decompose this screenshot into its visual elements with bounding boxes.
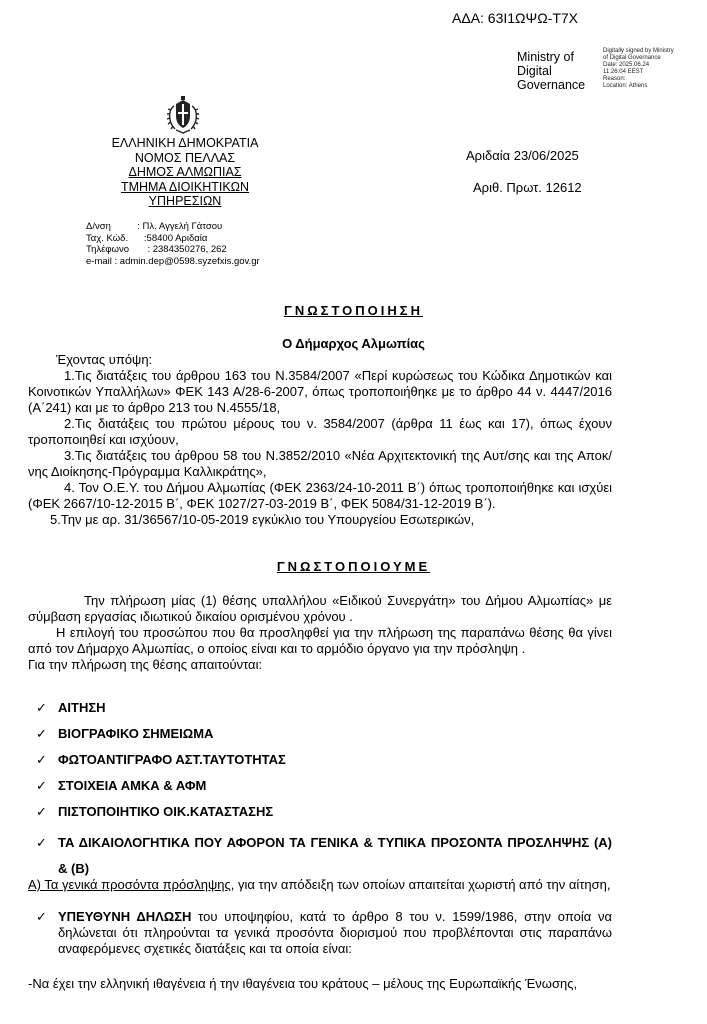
checkmark-icon: ✓ xyxy=(36,700,47,715)
consideration-5: 5.Την με αρ. 31/36567/10-05-2019 εγκύκλιο του Υπουργείου Εσωτερικών, xyxy=(50,512,475,527)
notice-title: ΓΝΩΣΤΟΠΟΙΗΣΗ xyxy=(284,303,423,318)
ministry-line: Digital xyxy=(517,64,552,78)
section-a-label: Α) Τα γενικά προσόντα πρόσληψης xyxy=(28,877,231,892)
announcement-paragraph-2: Η επιλογή του προσώπου που θα προσληφθεί για την πλήρωση της παραπάνω θέσης θα γίνει από τον Δήμαρχο Αλμωπίας, ο οποίος είναι και το αρμόδιο όργανο για την πρόσληψη . xyxy=(28,625,612,656)
announce-title: ΓΝΩΣΤΟΠΟΙΟΥΜΕ xyxy=(276,559,431,574)
contact-address: Δ/νση : Πλ. Αγγελή Γάτσου xyxy=(86,221,223,232)
signature-line: 11:26:04 EEST xyxy=(603,69,644,75)
consideration-1: 1.Τις διατάξεις του άρθρου 163 του Ν.3584/2007 «Περί κυρώσεως του Κώδικα Δημοτικών και Κοινοτικών Υπαλλήλων» ΦΕΚ 143 Α/28-6-2007, όπως τροποποιήθηκε με το άρθρο 44 ν. 4447/2016 (Α΄241) και με το άρθρο 213 του Ν.4555/18, xyxy=(28,368,612,415)
list-item: ✓ ΣΤΟΙΧΕΙΑ ΑΜΚΑ & ΑΦΜ xyxy=(36,778,207,793)
list-item: ✓ ΠΙΣΤΟΠΟΙΗΤΙΚΟ ΟΙΚ.ΚΑΤΑΣΤΑΣΗΣ xyxy=(36,804,274,819)
signature-line: Reason: xyxy=(603,76,626,82)
declaration-title: ΥΠΕΥΘΥΝΗ ΔΗΛΩΣΗ xyxy=(58,909,192,924)
list-item: ✓ ΒΙΟΓΡΑΦΙΚΟ ΣΗΜΕΙΩΜΑ xyxy=(36,726,214,741)
org-department: ΤΜΗΜΑ ΔΙΟΙΚΗΤΙΚΩΝ xyxy=(120,179,250,194)
contact-email: e-mail : admin.dep@0598.syzefxis.gov.gr xyxy=(86,255,260,267)
signature-ministry xyxy=(517,50,599,92)
checkmark-icon: ✓ xyxy=(36,835,47,850)
signature-line: Date: 2025.06.24 xyxy=(603,62,650,68)
considerations xyxy=(28,352,612,528)
consideration-2: 2.Τις διατάξεις του πρώτου μέρους του ν. 3584/2007 (άρθρα 11 έως και 17), όπως έχουν τροποποιηθεί και ισχύουν, xyxy=(28,416,612,447)
checkmark-icon: ✓ xyxy=(36,726,47,741)
greek-coat-of-arms-icon xyxy=(162,96,204,136)
protocol-number: Αριθ. Πρωτ. 12612 xyxy=(473,180,582,195)
org-municipality: ΔΗΜΟΣ ΑΛΜΩΠΙΑΣ xyxy=(128,165,242,179)
checkmark-icon: ✓ xyxy=(36,909,47,924)
org-prefecture: ΝΟΜΟΣ ΠΕΛΛΑΣ xyxy=(134,150,236,165)
contact-details xyxy=(86,221,260,267)
considering-label: Έχοντας υπόψη: xyxy=(56,352,153,367)
section-a-intro xyxy=(28,877,612,893)
eligibility-condition xyxy=(28,976,612,992)
declaration-text: του υποψηφίου, κατά το άρθρο 8 του ν. 1599/1986, στην οποία να δηλώνεται ότι πληρούνται τα γενικά προσόντα διορισμού που προβλέπονται στις παραπάνω αναφερόμενες σχετικές διατάξεις και τα οποία είναι: xyxy=(58,909,613,956)
signature-line: Location: Athens xyxy=(603,83,648,89)
ministry-line: Governance xyxy=(517,78,586,92)
org-country: ΕΛΛΗΝΙΚΗ ΔΗΜΟΚΡΑΤΙΑ xyxy=(111,136,259,150)
org-department-cont: ΥΠΗΡΕΣΙΩΝ xyxy=(148,194,222,208)
condition-citizenship: -Να έχει την ελληνική ιθαγένεια ή την ιθαγένεια του κράτους – μέλους της Ευρωπαϊκής Ένωσης, xyxy=(28,976,578,991)
checkmark-icon: ✓ xyxy=(36,778,47,793)
organization-block xyxy=(70,136,300,209)
signature-line: Digitally signed by Ministry xyxy=(603,48,674,54)
contact-phone: Τηλέφωνο : 2384350276, 262 xyxy=(86,244,227,255)
list-item: ✓ ΑΙΤΗΣΗ xyxy=(36,700,106,715)
signature-line: of Digital Governance xyxy=(603,55,661,61)
announcement xyxy=(28,593,612,673)
announcement-paragraph-1: Την πλήρωση μίας (1) θέσης υπαλλήλου «Ειδικού Συνεργάτη» του Δήμου Αλμωπίας» με σύμβαση εργασίας ιδιωτικού δικαίου ορισμένου χρόνου . xyxy=(28,593,612,624)
contact-postcode: Ταχ. Κώδ. :58400 Αριδαία xyxy=(86,232,208,244)
requirements-intro: Για την πλήρωση της θέσης απαιτούνται: xyxy=(28,657,263,672)
ada-code: ΑΔΑ: 63Ι1ΩΨΩ-Τ7Χ xyxy=(452,10,579,26)
consideration-4: 4. Τον Ο.Ε.Υ. του Δήμου Αλμωπίας (ΦΕΚ 2363/24-10-2011 Β΄) όπως τροποποιήθηκε και ισχύει (ΦΕΚ 2667/10-12-2015 Β΄, ΦΕΚ 1027/27-03-2019 Β΄, ΦΕΚ 5084/31-12-2019 Β΄). xyxy=(28,480,612,511)
mayor-heading: Ο Δήμαρχος Αλμωπίας xyxy=(282,336,425,351)
document-date: Αριδαία 23/06/2025 xyxy=(466,148,579,163)
list-item xyxy=(36,909,612,957)
consideration-3: 3.Τις διατάξεις του άρθρου 58 του Ν.3852/2010 «Νέα Αρχιτεκτονική της Αυτ/σης και της Αποκ/νης Διοίκησης-Πρόγραμμα Καλλικράτης», xyxy=(28,448,612,479)
section-a xyxy=(28,877,612,893)
declaration-block xyxy=(36,909,612,967)
ministry-line: Ministry of xyxy=(517,50,574,64)
checkmark-icon: ✓ xyxy=(36,804,47,819)
digital-signature-details xyxy=(603,48,703,90)
checkmark-icon: ✓ xyxy=(36,752,47,767)
requirements-checklist xyxy=(36,700,612,892)
section-a-text: , για την απόδειξη των οποίων απαιτείται χωριστή από την αίτηση, xyxy=(230,877,611,892)
list-item: ✓ ΦΩΤΟΑΝΤΙΓΡΑΦΟ ΑΣΤ.ΤΑΥΤΟΤΗΤΑΣ xyxy=(36,752,286,767)
list-item: ✓ ΤΑ ΔΙΚΑΙΟΛΟΓΗΤΙΚΑ ΠΟΥ ΑΦΟΡΟΝ ΤΑ ΓΕΝΙΚΑ & ΤΥΠΙΚΑ ΠΡΟΣΟΝΤΑ ΠΡΟΣΛΗΨΗΣ (Α) & (Β) xyxy=(36,830,612,882)
